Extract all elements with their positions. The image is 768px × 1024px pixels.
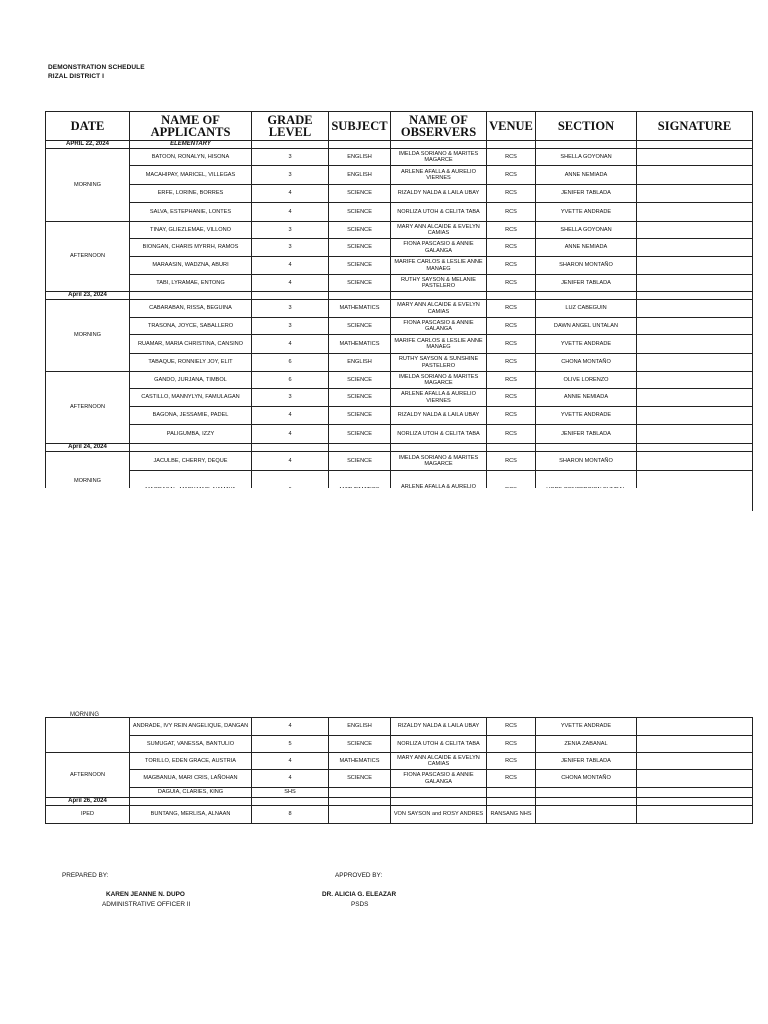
venue: RCS — [487, 425, 536, 444]
session-label: AFTERNOON — [46, 753, 130, 798]
applicant-name: TINAY, GLIEZLEMAE, VILLONO — [130, 222, 252, 239]
table-row — [46, 257, 753, 275]
date-label: APRIL 22, 2024 — [46, 141, 130, 149]
signature-cell[interactable] — [637, 806, 753, 824]
signature-cell[interactable] — [637, 389, 753, 407]
subject: ENGLISH — [329, 166, 391, 185]
venue: RCS — [487, 318, 536, 335]
subject: SCIENCE — [329, 318, 391, 335]
subject: SCIENCE — [329, 239, 391, 257]
section: SHELLA GOYONAN — [536, 149, 637, 166]
applicant-name: BIONGAN, CHARIS MYRRH, RAMOS — [130, 239, 252, 257]
document-title: DEMONSTRATION SCHEDULE — [48, 64, 145, 71]
col-applicants: NAME OF APPLICANTS — [130, 112, 252, 141]
grade-level: 3 — [252, 239, 329, 257]
district-label: RIZAL DISTRICT I — [48, 73, 105, 80]
prepared-by-title: ADMINISTRATIVE OFFICER II — [102, 901, 191, 908]
col-grade: GRADE LEVEL — [252, 112, 329, 141]
applicant-name: SUMUGAT, VANESSA, BANTULIO — [130, 736, 252, 753]
col-subject: SUBJECT — [329, 112, 391, 141]
subject: MATHEMATICS — [329, 335, 391, 354]
observers: FIONA PASCASIO & ANNIE GALANGA — [391, 770, 487, 788]
section: OLIVE LORENZO — [536, 372, 637, 389]
session-label: MORNING — [46, 452, 130, 511]
applicant-name: TABI, LYRAMAE, ENTONG — [130, 275, 252, 292]
signature-cell[interactable] — [637, 222, 753, 239]
signature-cell[interactable] — [637, 335, 753, 354]
blank-gap — [45, 488, 752, 716]
signature-cell[interactable] — [637, 788, 753, 798]
venue: RCS — [487, 203, 536, 222]
table-row — [46, 203, 753, 222]
venue: RCS — [487, 275, 536, 292]
table-row — [46, 318, 753, 335]
observers: ARLENE AFALLA & AURELIO VIERNES — [391, 389, 487, 407]
signature-cell[interactable] — [637, 770, 753, 788]
observers: FIONA PASCASIO & ANNIE GALANGA — [391, 318, 487, 335]
venue: RCS — [487, 239, 536, 257]
subject: SCIENCE — [329, 389, 391, 407]
table-row — [46, 149, 753, 166]
signature-cell[interactable] — [637, 425, 753, 444]
session-label: IPED — [46, 806, 130, 824]
observers: FIONA PASCASIO & ANNIE GALANGA — [391, 239, 487, 257]
session-label: AFTERNOON — [46, 372, 130, 444]
grade-level: 4 — [252, 203, 329, 222]
applicant-name: BUNTANG, MERLISA, ALNAAN — [130, 806, 252, 824]
signature-cell[interactable] — [637, 736, 753, 753]
applicant-name: CABARABAN, RISSA, BEGUINA — [130, 300, 252, 318]
signature-cell[interactable] — [637, 300, 753, 318]
section: ZENIA ZABANAL — [536, 736, 637, 753]
observers: MARY ANN ALCAIDE & EVELYN CAMIAS — [391, 300, 487, 318]
subject: SCIENCE — [329, 452, 391, 471]
table-row — [46, 736, 753, 753]
subject: SCIENCE — [329, 222, 391, 239]
grade-level: 3 — [252, 222, 329, 239]
table-row — [46, 753, 753, 770]
signature-cell[interactable] — [637, 275, 753, 292]
applicant-name: ANDRADE, IVY REIN ANGELIQUE, DANGAN — [130, 718, 252, 736]
section: SHARON MONTAÑO — [536, 452, 637, 471]
signature-cell[interactable] — [637, 203, 753, 222]
section: LUZ CABEGUIN — [536, 300, 637, 318]
section: JENIFER TABLADA — [536, 753, 637, 770]
session-label: AFTERNOON — [46, 222, 130, 292]
applicant-name: BATOON, RONALYN, HISONA — [130, 149, 252, 166]
venue: RCS — [487, 753, 536, 770]
applicant-name: JACULBE, CHERRY, DEQUE — [130, 452, 252, 471]
table-row — [46, 166, 753, 185]
applicant-name: DAGUIA, CLARIES, KING — [130, 788, 252, 798]
section: SHELLA GOYONAN — [536, 222, 637, 239]
venue: RCS — [487, 770, 536, 788]
observers: ARLENE AFALLA & AURELIO VIERNES — [391, 166, 487, 185]
venue: RCS — [487, 166, 536, 185]
subject: SCIENCE — [329, 372, 391, 389]
section: CHONA MONTAÑO — [536, 770, 637, 788]
grade-level: 4 — [252, 425, 329, 444]
subject: SCIENCE — [329, 257, 391, 275]
observers: NORLIZA UTOH & CELITA TABA — [391, 736, 487, 753]
table-row — [46, 718, 753, 736]
applicant-name: GANDO, JURJANA, TIMBOL — [130, 372, 252, 389]
subject: ENGLISH — [329, 718, 391, 736]
applicant-name: MARAASIN, WADZNA, ABURI — [130, 257, 252, 275]
subject: SCIENCE — [329, 203, 391, 222]
prepared-by-name: KAREN JEANNE N. DUPO — [106, 891, 185, 898]
observers: NORLIZA UTOH & CELITA TABA — [391, 425, 487, 444]
grade-level: SHS — [252, 788, 329, 798]
table-row — [46, 788, 753, 798]
section: CHONA MONTAÑO — [536, 354, 637, 372]
section: YVETTE ANDRADE — [536, 718, 637, 736]
table-row — [46, 407, 753, 425]
subject — [329, 788, 391, 798]
section: YVETTE ANDRADE — [536, 203, 637, 222]
venue: RCS — [487, 389, 536, 407]
grade-level: 6 — [252, 354, 329, 372]
table-row — [46, 372, 753, 389]
section: DAWN ANGEL UNTALAN — [536, 318, 637, 335]
section: ANNE NEMIADA — [536, 166, 637, 185]
col-signature: SIGNATURE — [637, 112, 753, 141]
venue: RCS — [487, 372, 536, 389]
section: YVETTE ANDRADE — [536, 407, 637, 425]
date-row — [46, 444, 753, 452]
date-label: April 24, 2024 — [46, 444, 130, 452]
col-date: DATE — [46, 112, 130, 141]
grade-level: 4 — [252, 275, 329, 292]
signature-cell[interactable] — [637, 354, 753, 372]
observers: MARY ANN ALCAIDE & EVELYN CAMIAS — [391, 753, 487, 770]
table-row — [46, 222, 753, 239]
date-label: April 23, 2024 — [46, 292, 130, 300]
section: JENIFER TABLADA — [536, 425, 637, 444]
subject: SCIENCE — [329, 770, 391, 788]
observers: RUTHY SAYSON & MELANIE PASTELERO — [391, 275, 487, 292]
grade-level: 4 — [252, 452, 329, 471]
grade-level: 3 — [252, 389, 329, 407]
observers: RIZALDY NALDA & LAILA UBAY — [391, 185, 487, 203]
col-section: SECTION — [536, 112, 637, 141]
applicant-name: PALIGUMBA, IZZY — [130, 425, 252, 444]
schedule-table-continued — [45, 717, 753, 824]
section: JENIFER TABLADA — [536, 275, 637, 292]
subject: SCIENCE — [329, 275, 391, 292]
venue: RCS — [487, 354, 536, 372]
venue: RCS — [487, 335, 536, 354]
subject: ENGLISH — [329, 149, 391, 166]
clipped-morning-label: MORNING — [70, 712, 99, 718]
col-observers: NAME OF OBSERVERS — [391, 112, 487, 141]
venue: RANSANG NHS — [487, 806, 536, 824]
signature-cell[interactable] — [637, 257, 753, 275]
venue: RCS — [487, 452, 536, 471]
grade-level: 3 — [252, 166, 329, 185]
date-row — [46, 292, 753, 300]
venue: RCS — [487, 718, 536, 736]
applicant-name: SALVA, ESTEPHANIE, LONTES — [130, 203, 252, 222]
observers: VON SAYSON and ROSY ANDRES — [391, 806, 487, 824]
subject: ENGLISH — [329, 354, 391, 372]
observers: IMELDA SORIANO & MARITES MAGARCE — [391, 452, 487, 471]
observers: IMELDA SORIANO & MARITES MAGARCE — [391, 149, 487, 166]
venue: RCS — [487, 185, 536, 203]
section — [536, 788, 637, 798]
observers: RIZALDY NALDA & LAILA UBAY — [391, 407, 487, 425]
venue: RCS — [487, 736, 536, 753]
grade-level: 4 — [252, 770, 329, 788]
observers: NORLIZA UTOH & CELITA TABA — [391, 203, 487, 222]
signature-cell[interactable] — [637, 318, 753, 335]
subject — [329, 806, 391, 824]
applicant-name: RUAMAR, MARIA CHRISTINA, CANSINO — [130, 335, 252, 354]
signature-cell[interactable] — [637, 239, 753, 257]
prepared-by-label: PREPARED BY: — [62, 872, 109, 879]
section — [536, 806, 637, 824]
venue — [487, 788, 536, 798]
date-row — [46, 141, 753, 149]
venue: RCS — [487, 149, 536, 166]
grade-level: 4 — [252, 257, 329, 275]
grade-level: 8 — [252, 806, 329, 824]
approved-by-title: PSDS — [351, 901, 369, 908]
date-row — [46, 798, 753, 806]
subject: SCIENCE — [329, 425, 391, 444]
signature-cell[interactable] — [637, 185, 753, 203]
session-label: MORNING — [46, 300, 130, 372]
table-row — [46, 770, 753, 788]
venue: RCS — [487, 407, 536, 425]
subject: MATHEMATICS — [329, 300, 391, 318]
signature-cell[interactable] — [637, 166, 753, 185]
signature-cell[interactable] — [637, 407, 753, 425]
grade-level: 4 — [252, 753, 329, 770]
signature-cell[interactable] — [637, 149, 753, 166]
signature-cell[interactable] — [637, 452, 753, 471]
grade-level: 4 — [252, 335, 329, 354]
venue: RCS — [487, 300, 536, 318]
table-row — [46, 300, 753, 318]
session-label: MORNING — [46, 149, 130, 222]
applicant-name: CASTILLO, MANNYLYN, FAMULAGAN — [130, 389, 252, 407]
section: YVETTE ANDRADE — [536, 335, 637, 354]
approved-by-name: DR. ALICIA G. ELEAZAR — [322, 891, 397, 898]
observers: RIZALDY NALDA & LAILA UBAY — [391, 718, 487, 736]
section: SHARON MONTAÑO — [536, 257, 637, 275]
session-label — [46, 718, 130, 753]
venue: RCS — [487, 222, 536, 239]
table-row — [46, 806, 753, 824]
observers: IMELDA SORIANO & MARITES MAGARCE — [391, 372, 487, 389]
applicant-name: TABAQUE, RONNIELY JOY, ELIT — [130, 354, 252, 372]
signature-cell[interactable] — [637, 753, 753, 770]
grade-level: 4 — [252, 185, 329, 203]
observers: MARY ANN ALCAIDE & EVELYN CAMIAS — [391, 222, 487, 239]
observers: MARIFE CARLOS & LESLIE ANNE MANAEG — [391, 257, 487, 275]
table-row — [46, 425, 753, 444]
table-row — [46, 354, 753, 372]
observers — [391, 788, 487, 798]
applicant-name: TORILLO, EDEN GRACE, AUSTRIA — [130, 753, 252, 770]
schedule-table — [45, 111, 753, 511]
subject: SCIENCE — [329, 736, 391, 753]
table-row — [46, 239, 753, 257]
grade-level: 5 — [252, 736, 329, 753]
applicant-name: TRASONA, JOYCE, SABALLERO — [130, 318, 252, 335]
approved-by-label: APPROVED BY: — [335, 872, 383, 879]
table-row — [46, 452, 753, 471]
applicant-name: BAGONA, JESSAMIE, PADEL — [130, 407, 252, 425]
applicant-name: ERFE, LORINE, BORRES — [130, 185, 252, 203]
signature-cell[interactable] — [637, 718, 753, 736]
table-row — [46, 389, 753, 407]
header-row — [46, 112, 753, 141]
signature-cell[interactable] — [637, 372, 753, 389]
grade-level: 4 — [252, 718, 329, 736]
subject: SCIENCE — [329, 407, 391, 425]
grade-level: 3 — [252, 318, 329, 335]
section: ANNIE NEMIADA — [536, 389, 637, 407]
applicant-name: MACAHIPAY, MARICEL, VILLEGAS — [130, 166, 252, 185]
table-row — [46, 185, 753, 203]
col-venue: VENUE — [487, 112, 536, 141]
table-row — [46, 335, 753, 354]
date-label: April 26, 2024 — [46, 798, 130, 806]
subject: MATHEMATICS — [329, 753, 391, 770]
category-label: ELEMENTARY — [130, 141, 252, 149]
venue: RCS — [487, 257, 536, 275]
section: JENIFER TABLADA — [536, 185, 637, 203]
observers: MARIFE CARLOS & LESLIE ANNE MANAEG — [391, 335, 487, 354]
subject: SCIENCE — [329, 185, 391, 203]
grade-level: 3 — [252, 300, 329, 318]
grade-level: 6 — [252, 372, 329, 389]
grade-level: 4 — [252, 407, 329, 425]
section: ANNE NEMIADA — [536, 239, 637, 257]
grade-level: 3 — [252, 149, 329, 166]
observers: RUTHY SAYSON & SUNSHINE PASTELERO — [391, 354, 487, 372]
table-row — [46, 275, 753, 292]
applicant-name: MAGBANUA, MARI CRIS, LAÑOHAN — [130, 770, 252, 788]
